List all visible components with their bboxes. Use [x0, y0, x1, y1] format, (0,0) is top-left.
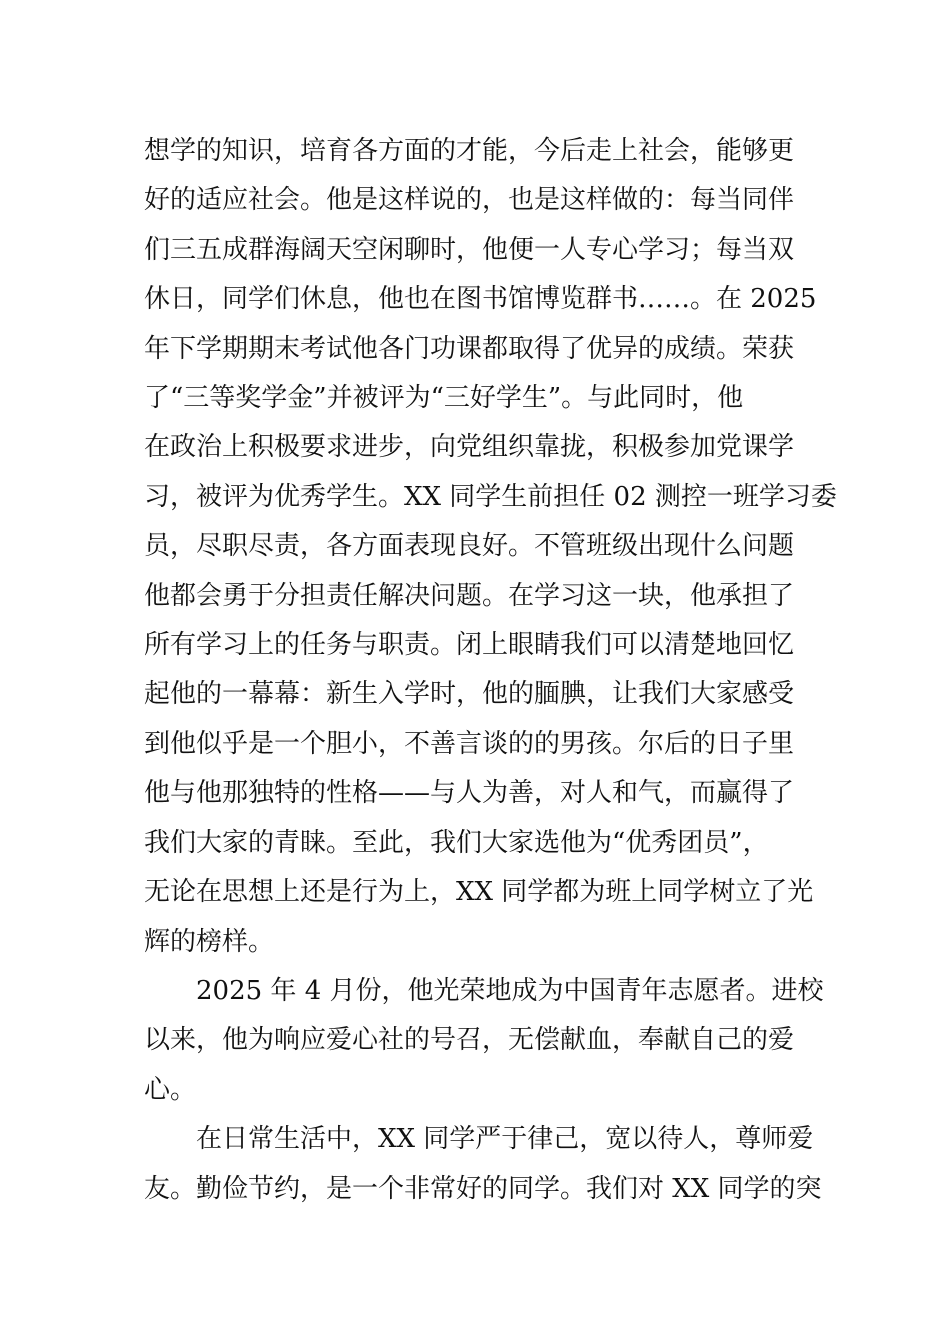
text-line: 年下学期期末考试他各门功课都取得了优异的成绩。荣获 — [144, 333, 795, 364]
text-line: 休日，同学们休息，他也在图书馆博览群书……。在 2025 — [144, 284, 817, 315]
text-line: 起他的一幕幕：新生入学时，他的腼腆，让我们大家感受 — [144, 679, 795, 710]
text-line: 想学的知识，培育各方面的才能，今后走上社会，能够更 — [144, 136, 795, 166]
text-line: 好的适应社会。他是这样说的，也是这样做的：每当同伴 — [144, 185, 795, 216]
text-line: 习，被评为优秀学生。XX 同学生前担任 02 测控一班学习委 — [144, 481, 837, 512]
text-line: 心。 — [144, 1074, 197, 1105]
text-line: 他都会勇于分担责任解决问题。在学习这一块，他承担了 — [144, 580, 795, 611]
document-body — [144, 127, 837, 1214]
text-line: 员，尽职尽责，各方面表现良好。不管班级出现什么问题 — [144, 531, 795, 562]
text-line: 在日常生活中，XX 同学严于律己，宽以待人，尊师爱 — [196, 1124, 814, 1155]
text-line: 到他似乎是一个胆小，不善言谈的的男孩。尔后的日子里 — [144, 728, 795, 759]
paragraph-3 — [144, 1115, 822, 1214]
text-line: 辉的榜样。 — [144, 926, 275, 957]
paragraph-2 — [144, 967, 824, 1115]
text-line: 了“三等奖学金”并被评为“三好学生”。与此同时，他 — [144, 383, 744, 414]
text-line: 友。勤俭节约，是一个非常好的同学。我们对 XX 同学的突 — [144, 1173, 822, 1204]
paragraph-1 — [144, 127, 837, 967]
text-line: 以来，他为响应爱心社的号召，无偿献血，奉献自己的爱 — [144, 1025, 795, 1056]
text-line: 我们大家的青睐。至此，我们大家选他为“优秀团员”， — [144, 827, 769, 858]
text-line: 无论在思想上还是行为上，XX 同学都为班上同学树立了光 — [144, 877, 814, 908]
text-line: 他与他那独特的性格——与人为善，对人和气，而赢得了 — [144, 778, 795, 809]
text-line: 2025 年 4 月份，他光荣地成为中国青年志愿者。进校 — [196, 975, 824, 1006]
text-line: 在政治上积极要求进步，向党组织靠拢，积极参加党课学 — [144, 432, 795, 463]
text-line: 所有学习上的任务与职责。闭上眼睛我们可以清楚地回忆 — [144, 630, 795, 661]
text-line: 们三五成群海阔天空闲聊时，他便一人专心学习；每当双 — [144, 234, 795, 265]
